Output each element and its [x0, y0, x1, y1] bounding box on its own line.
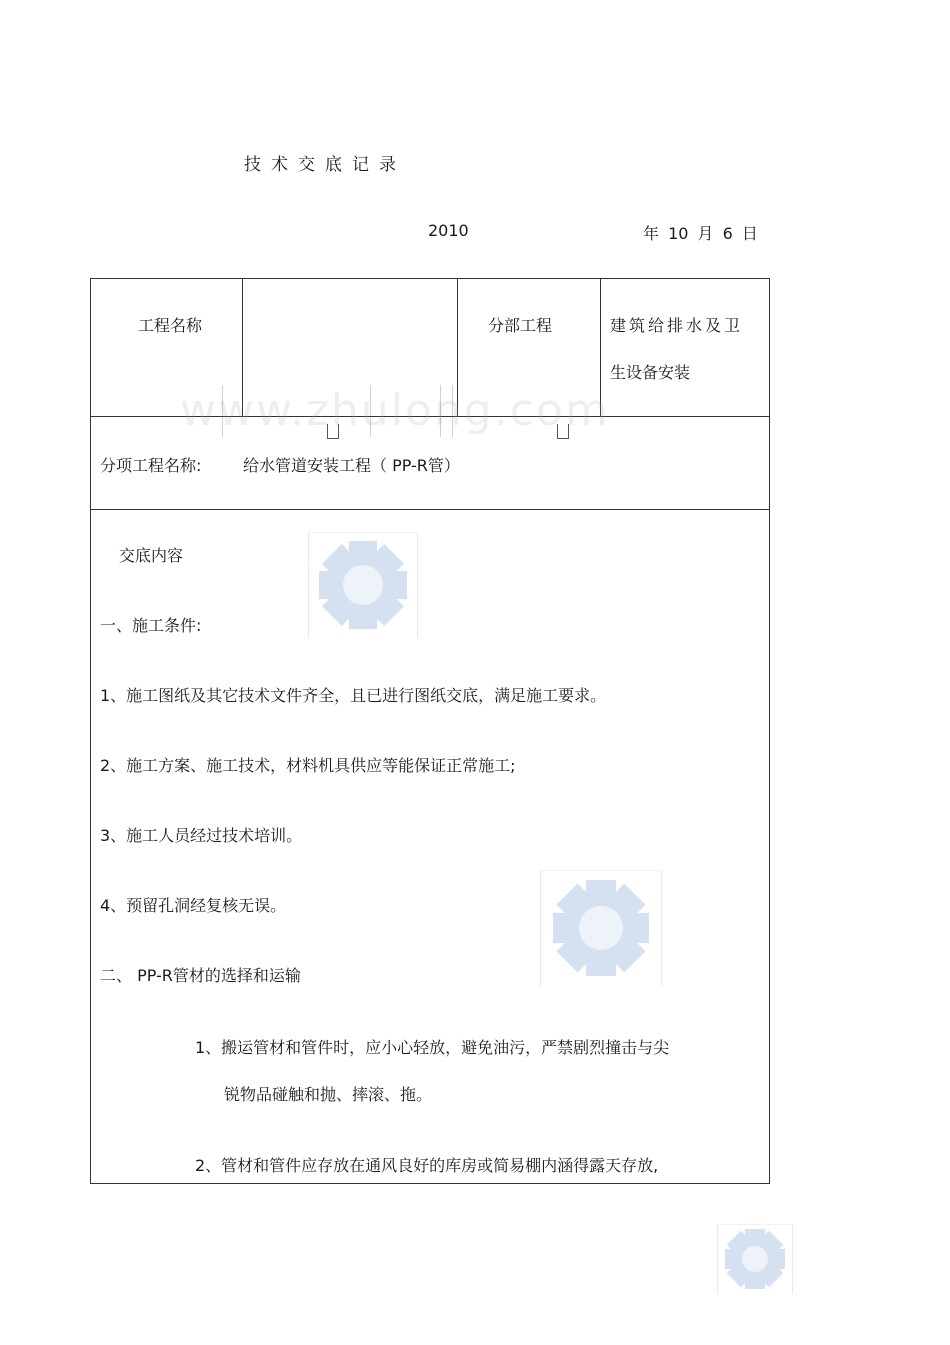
snowflake-logo-icon [308, 532, 418, 638]
snowflake-logo-icon [717, 1224, 793, 1294]
section-1-item: 3、施工人员经过技术培训。 [100, 826, 303, 845]
section-1-item: 2、施工方案、施工技术，材料机具供应等能保证正常施工; [100, 756, 516, 775]
watermark-frame-mark [452, 385, 453, 437]
division-label: 分部工程 [488, 316, 553, 335]
document-title: 技术交底记录 [244, 155, 406, 175]
section-2-item-2-line-1: 2、管材和管件应存放在通风良好的库房或简易棚内涵得露天存放, [195, 1156, 659, 1175]
snowflake-logo-icon [540, 870, 662, 986]
section-2-item-1-line-1: 1、搬运管材和管件时，应小心轻放，避免油污，严禁剧烈撞击与尖 [195, 1038, 670, 1057]
subitem-value: 给水管道安装工程（ PP-R管） [243, 456, 460, 475]
section-1-item: 1、施工图纸及其它技术文件齐全，且已进行图纸交底，满足施工要求。 [100, 686, 607, 705]
watermark-bracket-icon [327, 424, 339, 439]
table-border-bottom [90, 1183, 770, 1184]
subitem-label: 分项工程名称: [100, 456, 202, 475]
section-2-item-1-line-2: 锐物品碰触和抛、摔滚、拖。 [224, 1085, 433, 1104]
date-year: 2010 [428, 221, 469, 240]
watermark-text: www.zhulong.com [180, 385, 610, 436]
division-value-line2: 生设备安装 [610, 363, 691, 382]
table-border-left [90, 278, 91, 1184]
watermark-bracket-icon [557, 424, 569, 439]
date-month-day: 年 10 月 6 日 [643, 224, 758, 243]
project-name-label: 工程名称 [138, 316, 203, 335]
division-value-line1: 建筑给排水及卫 [610, 316, 744, 335]
table-row-divider [90, 509, 770, 510]
watermark-frame-mark [440, 385, 441, 437]
watermark-frame-mark [370, 385, 371, 437]
watermark-frame-mark [222, 385, 223, 437]
table-border-top [90, 278, 770, 279]
table-border-right [769, 278, 770, 1184]
section-1-title: 一、施工条件: [100, 616, 202, 635]
section-2-title: 二、 PP-R管材的选择和运输 [100, 966, 301, 985]
content-heading: 交底内容 [119, 546, 184, 565]
section-1-item: 4、预留孔洞经复核无误。 [100, 896, 287, 915]
